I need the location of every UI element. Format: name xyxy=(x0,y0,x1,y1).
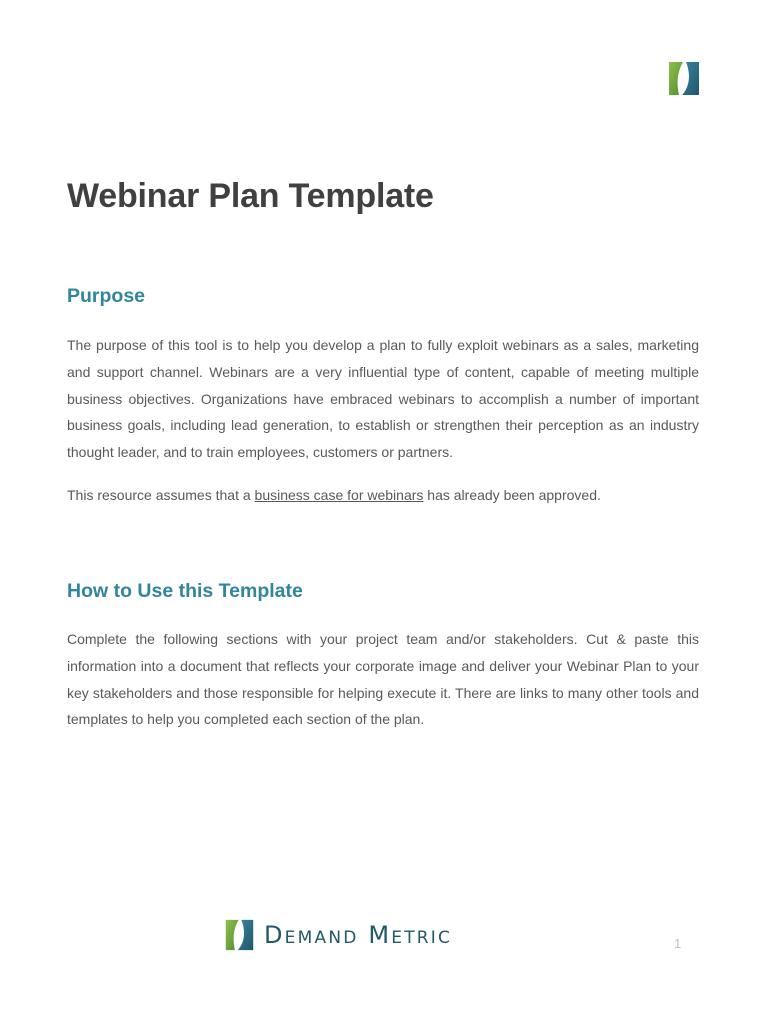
brand-name: Demand Metric xyxy=(264,921,453,949)
demand-metric-logo-icon xyxy=(224,919,255,951)
page-title: Webinar Plan Template xyxy=(67,177,434,215)
footer-brand xyxy=(224,918,452,952)
assumes-text-after: has already been approved. xyxy=(423,487,601,503)
business-case-link[interactable]: business case for webinars xyxy=(254,487,424,503)
assumes-text-before: This resource assumes that a xyxy=(67,487,255,503)
purpose-paragraph: The purpose of this tool is to help you develop a plan to fully exploit webinars as a sales, marketing and support channel. Webinars are a very influential type of content, capable of meeting multiple business objectives. Organizations have embraced webinars to accomplish a number of important business goals, including lead generation, to establish or strengthen their perception as an industry thought leader, and to train employees, customers or partners. xyxy=(67,337,699,461)
section-heading-purpose: Purpose xyxy=(67,285,146,307)
page-number: 1 xyxy=(674,936,682,951)
demand-metric-logo-icon xyxy=(668,61,700,96)
assumes-paragraph xyxy=(67,482,699,509)
how-to-use-paragraph: Complete the following sections with your project team and/or stakeholders. Cut & paste this information into a document that reflects your corporate image and deliver your Webinar Plan to your key stakeholders and those responsible for helping execute it. There are links to many other tools and templates to help you completed each section of the plan. xyxy=(67,631,699,728)
section-heading-how-to-use: How to Use this Template xyxy=(67,580,303,602)
